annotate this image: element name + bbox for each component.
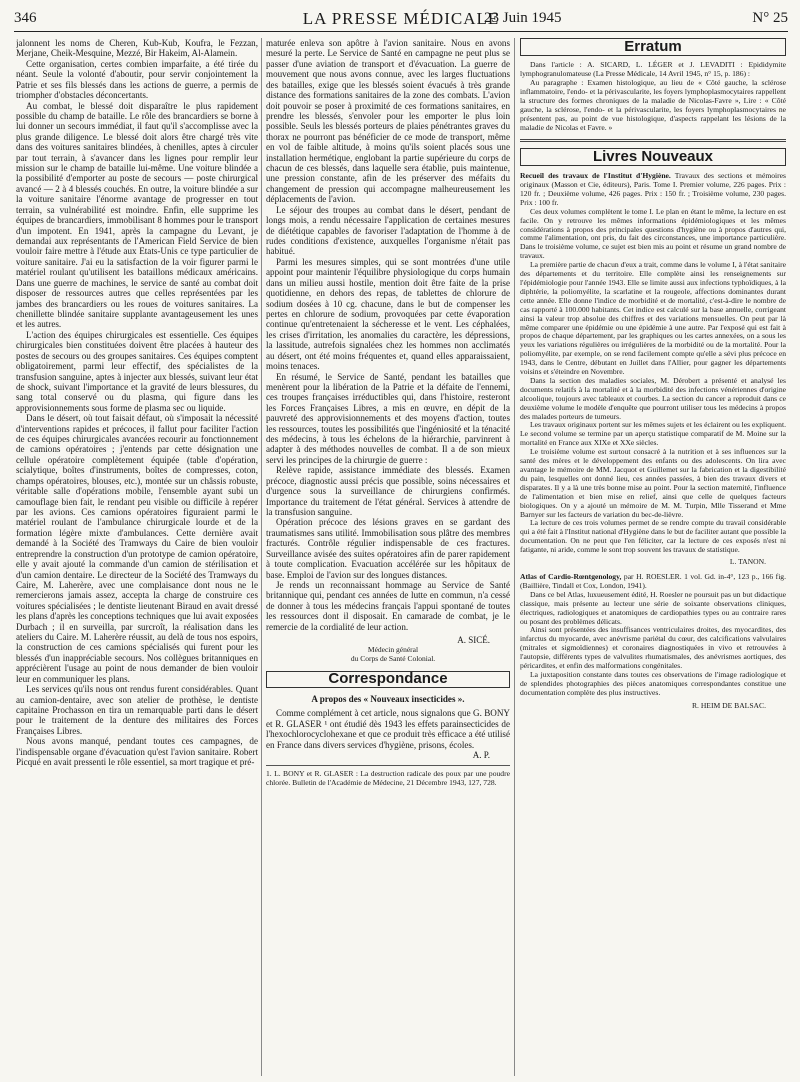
review-paragraph: La première partie de chacun d'eux a trait, comme dans le volume I, à l'état sanitaire des départements et du territoire. Elle complète ainsi les renseignements sur l'épidémiologie pour l'année 1943. Elle se limite aussi aux infections typhoïdiques, à la diphtérie, la poliomyélite, la scarlatine et la rougeole, affections dominantes durant cette année. Elle donne l'indice de morbidité et de mortalité, c'est-à-dire le nombre de cas rapporté à 100.000 habitants. Cet indice est calculé sur la base annuelle, corrigeant ainsi la valeur trop absolue des chiffres et des variations mensuelles. On peut par là même comparer une épidémie ou une épidémie à une autre. Par l'exposé qui est fait à propos de chaque département, par les graphiques ou les cartes annexées, on a sous les yeux les variations régulières ou irrégulières de la morbidité ou de la mortalité. Pour la poliomyélite, par exemple, on se rend facilement compte qu'elle a sévi plus précoce en 1943, dans le Centre, débutant en Juillet dans l'Allier, pour gagner les départements voisins et s'éteindre en Novembre. [520,260,786,377]
review-paragraph: Ainsi sont présentées des insuffisances ventriculaires droites, des myocardites, des infarctus du myocarde, avec anévrisme pariétal du cœur, des calcifications valvulaires (mitrales et sigmoïdiennes) et coronaires diagnostiquées in vivo et retrouvées à l'autopsie, différents types de valvulites rhumatismales, des anévrismes aortiques, des péricardites, et enfin des malformations congénitales. [520,625,786,671]
correspondance-subhead: A propos des « Nouveaux insecticides ». [311,693,465,704]
erratum-heading: Erratum [624,38,682,55]
header-rule [14,31,788,32]
erratum-body: Au paragraphe : Examen histologique, au lieu de « Côté gauche, la sclérose inflammatoire, l'endo- et la périvascularite, les foyers lymphoplasmocytaires rappellent la structure des formes chroniques de la maladie de Nicolas-Favre », Lire : « Côté gauche, la sclérose, l'endo- et la périvascularite, les foyers lymphoplasmocytaires ne présentent pas, au point de vue histologique, d'aspects rappelant les lésions de la maladie de Nicolas et Favre. » [520,78,786,132]
paragraph: Dans le désert, où tout faisait défaut, où s'imposait la nécessité d'interventions rapides et précoces, il fallut pour faciliter l'action de ces équipes chirurgicales avancées recourir au fonctionnement de camions opératoires ; j'entends par cette désignation une cellule opératoire complètement équipée (table d'opération, scialytique, boîtes d'instruments, boîtes de compresses, coton, champs opératoires, blouses, etc.), montée sur un châssis robuste, véritable salle d'opérations mobile, l'ensemble ayant subi un camouflage bien fait, le rendant peu visible ou difficile à repérer par les avions. Ces camions opératoires figuraient parmi le matériel roulant de l'ambulance chirurgicale lourde et de la formation légère mixte d'ambulances. Cette dernière avait demandé à la Société des Tramways du Caire de bien vouloir entreprendre la construction d'un prototype de camion opératoire, elle y avait ajouté la commande d'un camion de stérilisation et d'un camion dentaire. Le directeur de la Société des Tramways du Caire, M. Laherère, avec une complaisance dont nous ne le remercierons jamais assez, accepta la charge de construire ces voitures spécialisées ; le dentiste lieutenant Biraud en avait dressé les plans d'après les conceptions techniques que lui avait exposées Durbach ; il en surveilla, par surcroît, la réalisation dans les ateliers du Caire. M. Laherère réussit, au delà de tous nos espoirs, la construction de ces camions spécialisés qui furent pour les blessés d'un inappréciable secours. Nos collègues britanniques en apprécièrent l'usage au point de nous demander de bien vouloir leur en communiquer les plans. [16,413,258,684]
review-paragraph: Ces deux volumes complètent le tome I. Le plan en étant le même, la lecture en est facile. On y retrouve les mêmes informations épidémiologiques et les mêmes considérations à propos des principales questions d'hygiène ou à propos d'autres qui, comme l'alimentation, ont pris, du fait des circonstances, une importance particulière. Dans le troisième volume, ce sujet est bien mis au point et résume un grand nombre de travaux. [520,206,786,261]
correspondance-signature: A. P. [472,750,490,760]
erratum-intro: Dans l'article : A. SICARD, L. LÉGER et J. LEVADITI : Epididymite lymphogranulomateuse (La Presse Médicale, 14 Avril 1945, n° 15, p. 186) : [520,60,786,79]
issue-number: N° 25 [752,10,788,26]
issue-date: 23 Juin 1945 [484,10,562,26]
livres-heading-box [520,148,786,166]
paragraph: Nous avons manqué, pendant toutes ces campagnes, de l'indispensable organe d'évacuation qu'est l'avion sanitaire. Robert Picqué en avait pressenti le rôle essentiel, sa mort tragique et pré- [16,736,258,768]
review-paragraph: Les travaux originaux portent sur les mêmes sujets et les éclairent ou les expliquent. Le second volume se termine par un aperçu statistique comparatif de M. Moine sur la mortalité en France aux XIXe et XXe siècles. [520,420,786,448]
column-divider-2 [514,38,515,1076]
paragraph: Le séjour des troupes au combat dans le désert, pendant de longs mois, a rendu nécessaire l'application de certaines mesures de diététique capables de favoriser l'adaptation de l'homme à de rudes conditions d'existence, auxquelles l'organisme n'était pas habitué. [266,204,510,257]
book-title: Recueil des travaux de l'Institut d'Hygiène. [520,171,671,181]
article-signature: A. SICÉ. [457,635,490,646]
paragraph: Au combat, le blessé doit disparaître le plus rapidement possible du champ de bataille. Le rôle des brancardiers se borne à lui donner un secours immédiat, il faut qu'il s'accomplisse avec la plus grande diligence. Le blessé doit alors être chargé très vite dans des voitures sanitaires blindées, à chenilles, aptes à circuler par tout terrain, à s'avancer dans les lignes pour remplir leur mission sur le champ de bataille lui-même. Une voiture blindée a la possibilité d'emporter au poste de secours — poste chirurgical avancé — 2 à 4 blessés couchés. En outre, la voiture blindée a sur la voiture sanitaire l'énorme avantage de progresser en tout terrain, sa vulnérabilité est moindre. Enfin, elle supprime les équipes de brancardiers, immobilisant 8 hommes pour le transport d'un impotent. En 1941, après la campagne du Levant, je demandai aux représentants de l'American Field Service de bien vouloir faire mettre à l'étude aux Etats-Unis ce type particulier de voiture sanitaire. J'ai eu la satisfaction de la voir figurer parmi le matériel roulant qu'utilisent les bataillons médicaux américains. Dans une guerre de machines, le service de santé au combat doit disposer de ressources autres que celles représentées par les jambes des brancardiers ou les roues de voitures sanitaires. La chenillette blindée sanitaire supplante avantageusement les unes et les autres. [16,100,258,330]
correspondance-heading-box [266,671,510,687]
review-paragraph: Le troisième volume est surtout consacré à la nutrition et à ses influences sur la santé des mères et le développement des enfants ou des adolescents. On lira avec avantage le mémoire de MM. Jacquot et Guillemet sur la fabrication et la digestibilité du pain, lesquelles ont donné lieu, ces années passées, à bien des travaux divers et disparates. Il y a là une très bonne mise au point. Pour la section maternité, l'influence de l'alimentation et bien mise en relief, ainsi que celle de quelques facteurs biologiques. On y a ajouté un mémoire de M. M. Turpin, Mlle Tisserand et Mme Barnyer sur les facteurs de variation du bec-de-lièvre. [520,447,786,519]
paragraph: Je rends un reconnaissant hommage au Service de Santé britannique qui, pendant ces années de lutte en commun, n'a cessé de donner à tous les médecins français l'appui spontané de toutes les ressources dont il disposait. En camarade de combat, je le remercie de la cordialité de leur action. [266,579,510,632]
signature-corps: du Corps de Santé Colonial. [350,654,436,664]
page-number: 346 [14,10,37,26]
section-separator [520,139,786,142]
reviewer-signature: L. TANON. [729,557,766,567]
paragraph: Parmi les mesures simples, qui se sont montrées d'une utile appoint pour maintenir l'équilibre physiologique du corps humain dans un milieu aussi hostile, mention doit être faite de la prise quotidienne, en dehors des repas, de tablettes de chlorure de sodium dosées à 10 cg. chacune, dans le but de compenser les pertes en chlorure de sodium, provoquées par cette évaporation continue qu'entretenaient la sécheresse et le vent. Les céphalées, les crises d'irritation, les anomalies du caractère, les dépressions, la lassitude, autrefois signalées chez les hommes non acclimatés au désert, ont été moins fréquentes et, quand elles apparaissaient, moins tenaces. [266,256,510,372]
paragraph: En résumé, le Service de Santé, pendant les batailles que menèrent pour la libération de la Patrie et la défaite de l'ennemi, ces troupes françaises irréductibles qui, dans l'histoire, resteront les Forces Françaises Libres, a mis en œuvre, en dépit de la pauvreté des approvisionnements et des moyens d'action, toutes les ressources, toutes les possibilités que l'ingéniosité et la ténacité des médecins, à tous les échelons de la hiérarchie, parvinrent à adapter à des méthodes nouvelles de combat. Il a de son mieux servi les principes de la chirurgie de guerre : [266,371,510,465]
review-paragraph: La juxtaposition constante dans toutes ces observations de l'image radiologique et de splendides photographies des pièces anatomiques correspondantes constitue une documentation complète des plus instructives. [520,669,786,697]
review-paragraph: Dans la section des maladies sociales, M. Dérobert a présenté et analysé les documents relatifs à la mortalité et à la morbidité des infections vénériennes d'origine alcoolique, toujours avec tableaux et courbes. La section du cancer a reproduit dans ce deuxième volume le modèle d'enquête que pourront utiliser tous les médecins à propos des malades porteurs de tumeurs. [520,375,786,421]
paragraph: jalonnent les noms de Cheren, Kub-Kub, Koufra, le Fezzan, Merjane, Cheik-Mesquine, Mezzé, Bir Hakeim, Al-Alamein. [16,38,258,59]
livres-heading: Livres Nouveaux [592,147,714,165]
paragraph: Cette organisation, certes combien imparfaite, a été tirée du néant. Seule la volonté d'aboutir, pour servir conjointement la Patrie et ses fils blessés dans les actions de guerre, a permis de triompher d'obstacles déconcertants. [16,58,258,101]
journal-title: LA PRESSE MÉDICALE [302,9,500,28]
correspondance-text: Comme complément à cet article, nous signalons que G. BONY et R. GLASER ¹ ont étudié dès 1943 les effets parainsecticides de l'hexochlorocyclohexane et que ce produit très efficace a été utilisé en France dans divers services d'hygiène, prisons, écoles. [266,708,510,750]
paragraph: maturée enleva son apôtre à l'avion sanitaire. Nous en avons mesuré la perte. Le Service de Santé en campagne ne peut plus se passer d'une aviation de transport et d'évacuation. La guerre de mouvement que nous avons connue, avec les larges fluctuations des batailles, exige que les blessés soient évacués à très grande distance des formations sanitaires de la zone des combats. L'avion doit pouvoir se poser à proximité de ces formations sanitaires, en prendre les blessés, s'envoler pour les emporter le plus loin possible. Seuls les blessés porteurs de plaies pénétrantes graves du thorax ne pourront pas bénéficier de ce mode de transport, même en vol de faible altitude, à moins qu'ils soient placés sous une installation hermétique, englobant la partie supérieure du corps de chacun de ces blessés, dans laquelle sera établie, puis maintenue, une pression constante, afin de les préserver des méfaits du changement de pression qui accompagne malheureusement les déplacements de l'avion. [266,38,510,205]
footnote: 1. L. BONY et R. GLASER : La destruction radicale des poux par une poudre chlorée. Bulletin de l'Académie de Médecine, 21 Décembre 1943, 127, 728. [266,765,510,794]
page-header [14,7,788,33]
column-middle [266,38,510,1082]
book-title: Atlas of Cardio-Rœntgenology, [520,571,622,581]
signature-title: Médecin général [367,645,419,655]
paragraph: Opération précoce des lésions graves en se gardant des traumatismes sans utilité. Immobilisation sous plâtre des membres fracturés. Contrôle régulier indispensable de ces fractures. Surveillance avisée des suites opératoires afin de parer rapidement à toute complication. Evacuation accélérée sur les hôpitaux de base. Emploi de l'avion sur des longues distances. [266,517,510,580]
erratum-heading-box [520,38,786,56]
column-right [520,38,786,1082]
paragraph: L'action des équipes chirurgicales est essentielle. Ces équipes chirurgicales bien constituées doivent être placées à hauteur des postes de secours ou des groupes sanitaires. Ces équipes comptent obligatoirement, parmi leur effectif, des spécialistes de la transfusion sanguine, aptes à injecter aux blessés, suivant leur état de shock, suivant l'importance et la gravité de leurs blessures, du sang total conservé ou du plasma, qui figure dans les approvisionnements sous forme de plasma sec ou liquide. [16,329,258,413]
column-divider-1 [261,38,262,1076]
column-left [16,38,258,1082]
paragraph: Relève rapide, assistance immédiate des blessés. Examen précoce, diagnostic aussi précis que possible, soins nécessaires et d'urgence sous la surveillance de chirurgiens confirmés. Importance du traitement de l'état général. Services à attendre de la transfusion sanguine. [266,465,510,517]
paragraph: Les services qu'ils nous ont rendus furent considérables. Quant au camion-dentaire, avec son atelier de prothèse, le dentiste capitaine Prochasson en tira un remarquable parti dans le désert pour le traitement de la denture des militaires des Forces Françaises Libres. [16,684,258,736]
book-details: par H. ROESLER. 1 vol. Gd. in-4°, 123 p., 166 fig. (Baillière, Tindall et Cox, London, 1941). [520,571,786,590]
reviewer-signature: R. HEIM DE BALSAC. [691,700,766,710]
review-paragraph: La lecture de ces trois volumes permet de se rendre compte du travail considérable qui a été fait à l'Institut national d'Hygiène dans le but de faciliter autant que possible la documentation. On ne peut que l'en féliciter, car la lecture de ces exposés n'est ni fatigante, ni aride, comme le sont trop souvent les travaux de statistique. [520,518,786,555]
book-details: Travaux des sections et mémoires originaux (Masson et Cie, éditeurs), Paris. Tome I. Premier volume, 226 pages. Prix : 120 fr. ; Deuxième volume, 426 pages. Prix : 150 fr. ; Troisième volume, 230 pages. Prix : 100 fr. [520,171,786,207]
correspondance-heading: Correspondance [328,670,448,688]
review-paragraph: Dans ce bel Atlas, luxueusement édité, H. Roesler ne poursuit pas un but didactique classique, mais présente au lecteur une série de soixante observations cliniques, électriques, radiologiques et anatomiques de cardiopathies types ou au contraire rares ou posant des problèmes délicats. [520,589,786,626]
